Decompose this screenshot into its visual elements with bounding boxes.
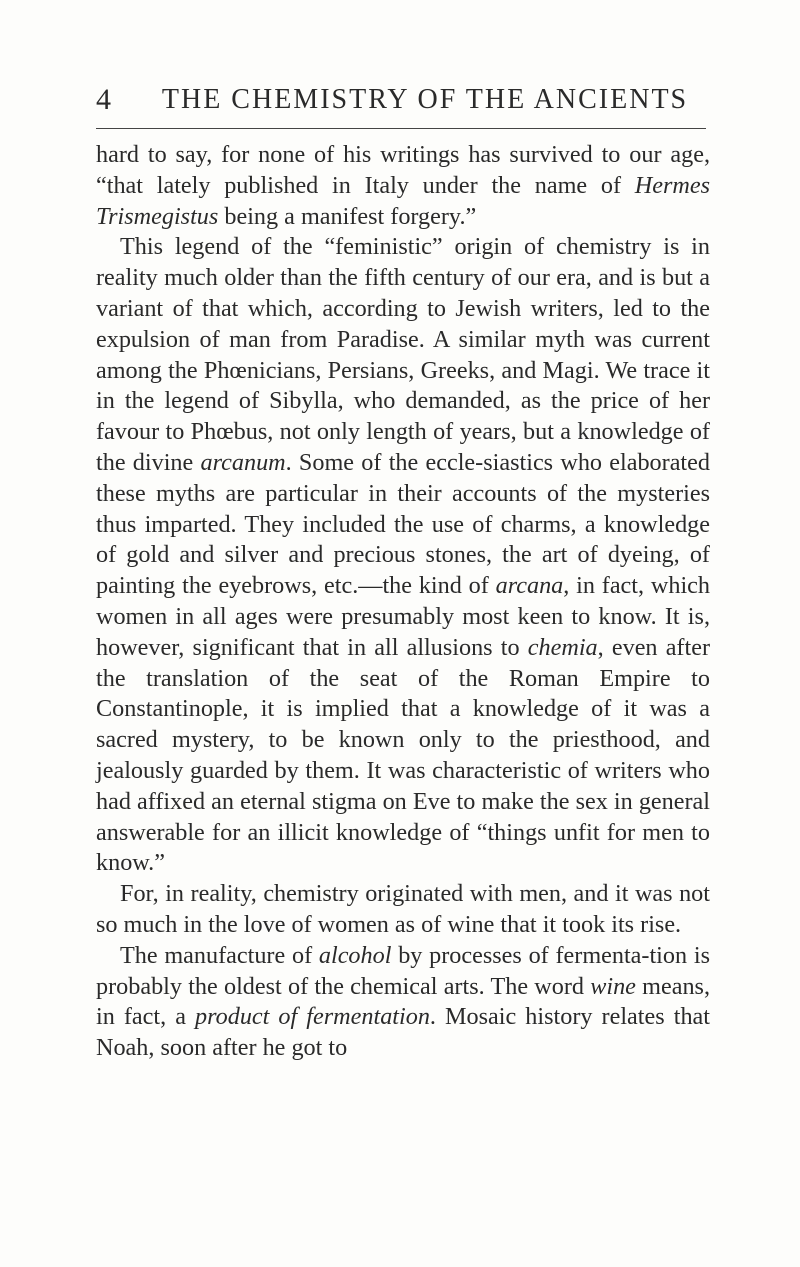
text-run: . Mosaic history relates that Noah, soon after he got to: [96, 1003, 710, 1062]
text-run: means, in fact, a: [96, 972, 710, 1031]
italic-term: arcana: [495, 572, 564, 600]
italic-term: Hermes Trismegistus: [96, 171, 710, 230]
italic-term: alcohol: [318, 941, 392, 969]
italic-term: arcanum: [200, 448, 286, 476]
italic-term: wine: [590, 972, 636, 1000]
paragraph: [96, 232, 710, 879]
text-run: , in fact, which women in all ages were presumably most keen to know. It is, however, significant that in all allusions to: [96, 572, 710, 661]
body-text: [96, 140, 710, 1064]
paragraph: [96, 941, 710, 1064]
text-run: This legend of the “feministic” origin of chemistry is in reality much older than the fifth century of our era, and is but a variant of that which, according to Jewish writers, led to the expulsion of man from Paradise. A similar myth was current among the Phœnicians, Persians, Greeks, and Magi. We trace it in the legend of Sibylla, who demanded, as the price of her favour to Phœbus, not only length of years, but a knowledge of the divine: [96, 233, 710, 476]
text-run: hard to say, for none of his writings has survived to our age, “that lately published in Italy under the name of: [96, 141, 710, 199]
text-run: by processes of fermenta-tion is probably the oldest of the chemical arts. The word: [96, 941, 710, 1000]
header-rule: [96, 128, 706, 129]
paragraph: [96, 879, 710, 941]
running-head: THE CHEMISTRY OF THE ANCIENTS: [161, 84, 689, 115]
paragraph: [96, 140, 710, 232]
italic-term: product of fermentation: [195, 1003, 430, 1031]
page-header: [96, 80, 706, 120]
text-run: , even after the translation of the seat of the Roman Empire to Constantinople, it is implied that a knowledge of it was a sacred mystery, to be known only to the priesthood, and jealously guarded by them. It was characteristic of writers who had affixed an eternal stigma on Eve to make the sex in general answerable for an illicit knowledge of “things unfit for men to know.”: [96, 633, 711, 877]
text-run: The manufacture of: [120, 941, 319, 969]
text-run: . Some of the eccle-siastics who elaborated these myths are particular in their accounts of the mysteries thus imparted. They included the use of charms, a knowledge of gold and silver and precious stones, the art of dyeing, of painting the eyebrows, etc.—the kind of: [96, 448, 710, 600]
page-number: 4: [96, 83, 111, 116]
text-run: being a manifest forgery.”: [218, 202, 477, 230]
text-run: For, in reality, chemistry originated with men, and it was not so much in the love of women as of wine that it took its rise.: [96, 880, 710, 938]
italic-term: chemia: [527, 633, 598, 661]
